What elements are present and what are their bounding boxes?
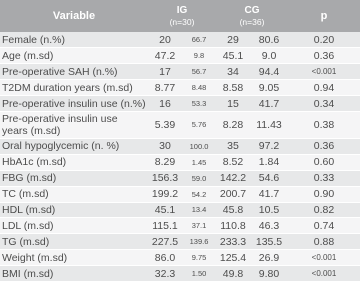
- cg-value-cell: 110.8: [216, 218, 250, 234]
- cg-secondary-cell: 41.7: [250, 186, 288, 202]
- cg-value-cell: 45.1: [216, 48, 250, 64]
- cg-value-cell: 15: [216, 96, 250, 112]
- p-value-cell: 0.20: [288, 32, 360, 48]
- cg-secondary-cell: 46.3: [250, 218, 288, 234]
- cg-secondary-cell: 54.6: [250, 170, 288, 186]
- ig-value-cell: 227.5: [148, 234, 182, 250]
- table-row: [0, 234, 360, 250]
- ig-value-cell: 45.1: [148, 202, 182, 218]
- table-row: [0, 218, 360, 234]
- cg-secondary-cell: 26.9: [250, 250, 288, 266]
- ig-value-cell: 5.39: [148, 111, 182, 138]
- ig-value-cell: 115.1: [148, 218, 182, 234]
- ig-value-cell: 86.0: [148, 250, 182, 266]
- ig-secondary-cell: 5.76: [182, 111, 216, 138]
- header-row: [0, 0, 360, 32]
- table-row: [0, 250, 360, 266]
- cg-value-cell: 34: [216, 64, 250, 80]
- variable-cell: HbA1c (m.sd): [0, 154, 148, 170]
- p-value-cell: <0.001: [288, 64, 360, 80]
- ig-secondary-cell: 139.6: [182, 234, 216, 250]
- cg-value-cell: 29: [216, 32, 250, 48]
- cg-secondary-cell: 9.80: [250, 266, 288, 282]
- table-row: [0, 111, 360, 138]
- p-value-cell: 0.82: [288, 202, 360, 218]
- ig-value-cell: 8.77: [148, 80, 182, 96]
- table-row: [0, 154, 360, 170]
- cg-value-cell: 8.52: [216, 154, 250, 170]
- variable-cell: Pre-operative insulin use (n.%): [0, 96, 148, 112]
- variable-cell: FBG (m.sd): [0, 170, 148, 186]
- p-value-cell: 0.33: [288, 170, 360, 186]
- table-row: [0, 186, 360, 202]
- variable-cell: Age (m.sd): [0, 48, 148, 64]
- ig-secondary-cell: 9.75: [182, 250, 216, 266]
- ig-secondary-cell: 59.0: [182, 170, 216, 186]
- table-row: [0, 170, 360, 186]
- header-p: p: [320, 10, 328, 22]
- variable-cell: LDL (m.sd): [0, 218, 148, 234]
- cg-secondary-cell: 11.43: [250, 111, 288, 138]
- ig-secondary-cell: 100.0: [182, 138, 216, 154]
- cg-value-cell: 45.8: [216, 202, 250, 218]
- cg-secondary-cell: 135.5: [250, 234, 288, 250]
- p-value-cell: 0.34: [288, 96, 360, 112]
- ig-secondary-cell: 54.2: [182, 186, 216, 202]
- ig-secondary-cell: 1.50: [182, 266, 216, 282]
- table-row: [0, 266, 360, 282]
- cg-secondary-cell: 10.5: [250, 202, 288, 218]
- cg-value-cell: 49.8: [216, 266, 250, 282]
- header-variable: Variable: [52, 10, 96, 22]
- p-value-cell: 0.94: [288, 80, 360, 96]
- variable-cell: Pre-operative insulin use years (m.sd): [0, 111, 148, 138]
- cg-value-cell: 8.58: [216, 80, 250, 96]
- p-value-cell: 0.74: [288, 218, 360, 234]
- cg-value-cell: 8.28: [216, 111, 250, 138]
- table-row: [0, 202, 360, 218]
- variable-cell: Pre-operative SAH (n.%): [0, 64, 148, 80]
- p-value-cell: 0.38: [288, 111, 360, 138]
- ig-value-cell: 16: [148, 96, 182, 112]
- ig-value-cell: 199.2: [148, 186, 182, 202]
- ig-secondary-cell: 1.45: [182, 154, 216, 170]
- cg-secondary-cell: 80.6: [250, 32, 288, 48]
- header-ig-label: IG: [176, 4, 188, 16]
- ig-secondary-cell: 9.8: [182, 48, 216, 64]
- ig-value-cell: 30: [148, 138, 182, 154]
- ig-value-cell: 17: [148, 64, 182, 80]
- variable-cell: Oral hypoglycemic (n. %): [0, 138, 148, 154]
- table-body: [0, 32, 360, 281]
- variable-cell: T2DM duration years (m.sd): [0, 80, 148, 96]
- table-row: [0, 96, 360, 112]
- ig-secondary-cell: 53.3: [182, 96, 216, 112]
- cg-secondary-cell: 41.7: [250, 96, 288, 112]
- variable-cell: Female (n.%): [0, 32, 148, 48]
- table-row: [0, 138, 360, 154]
- variable-cell: TC (m.sd): [0, 186, 148, 202]
- ig-secondary-cell: 13.4: [182, 202, 216, 218]
- cg-value-cell: 233.3: [216, 234, 250, 250]
- table-row: [0, 48, 360, 64]
- ig-value-cell: 47.2: [148, 48, 182, 64]
- ig-secondary-cell: 37.1: [182, 218, 216, 234]
- table-row: [0, 64, 360, 80]
- ig-secondary-cell: 8.48: [182, 80, 216, 96]
- ig-value-cell: 20: [148, 32, 182, 48]
- cg-secondary-cell: 97.2: [250, 138, 288, 154]
- variable-cell: TG (m.sd): [0, 234, 148, 250]
- header-cg-n: (n=36): [239, 16, 265, 27]
- cg-value-cell: 35: [216, 138, 250, 154]
- p-value-cell: 0.36: [288, 48, 360, 64]
- p-value-cell: 0.60: [288, 154, 360, 170]
- ig-secondary-cell: 66.7: [182, 32, 216, 48]
- header-ig-n: (n=30): [169, 16, 195, 27]
- p-value-cell: <0.001: [288, 266, 360, 282]
- ig-value-cell: 8.29: [148, 154, 182, 170]
- cg-secondary-cell: 9.0: [250, 48, 288, 64]
- ig-value-cell: 32.3: [148, 266, 182, 282]
- p-value-cell: 0.36: [288, 138, 360, 154]
- cg-secondary-cell: 1.84: [250, 154, 288, 170]
- variable-cell: Weight (m.sd): [0, 250, 148, 266]
- variable-cell: HDL (m.sd): [0, 202, 148, 218]
- cg-secondary-cell: 9.05: [250, 80, 288, 96]
- variable-cell: BMI (m.sd): [0, 266, 148, 282]
- cg-value-cell: 200.7: [216, 186, 250, 202]
- header-cg: [216, 0, 288, 32]
- header-cg-label: CG: [244, 4, 260, 16]
- p-value-cell: 0.88: [288, 234, 360, 250]
- table-row: [0, 32, 360, 48]
- ig-secondary-cell: 56.7: [182, 64, 216, 80]
- cg-value-cell: 125.4: [216, 250, 250, 266]
- cg-secondary-cell: 94.4: [250, 64, 288, 80]
- ig-value-cell: 156.3: [148, 170, 182, 186]
- header-ig: [148, 0, 216, 32]
- table-row: [0, 80, 360, 96]
- p-value-cell: 0.90: [288, 186, 360, 202]
- p-value-cell: <0.001: [288, 250, 360, 266]
- cg-value-cell: 142.2: [216, 170, 250, 186]
